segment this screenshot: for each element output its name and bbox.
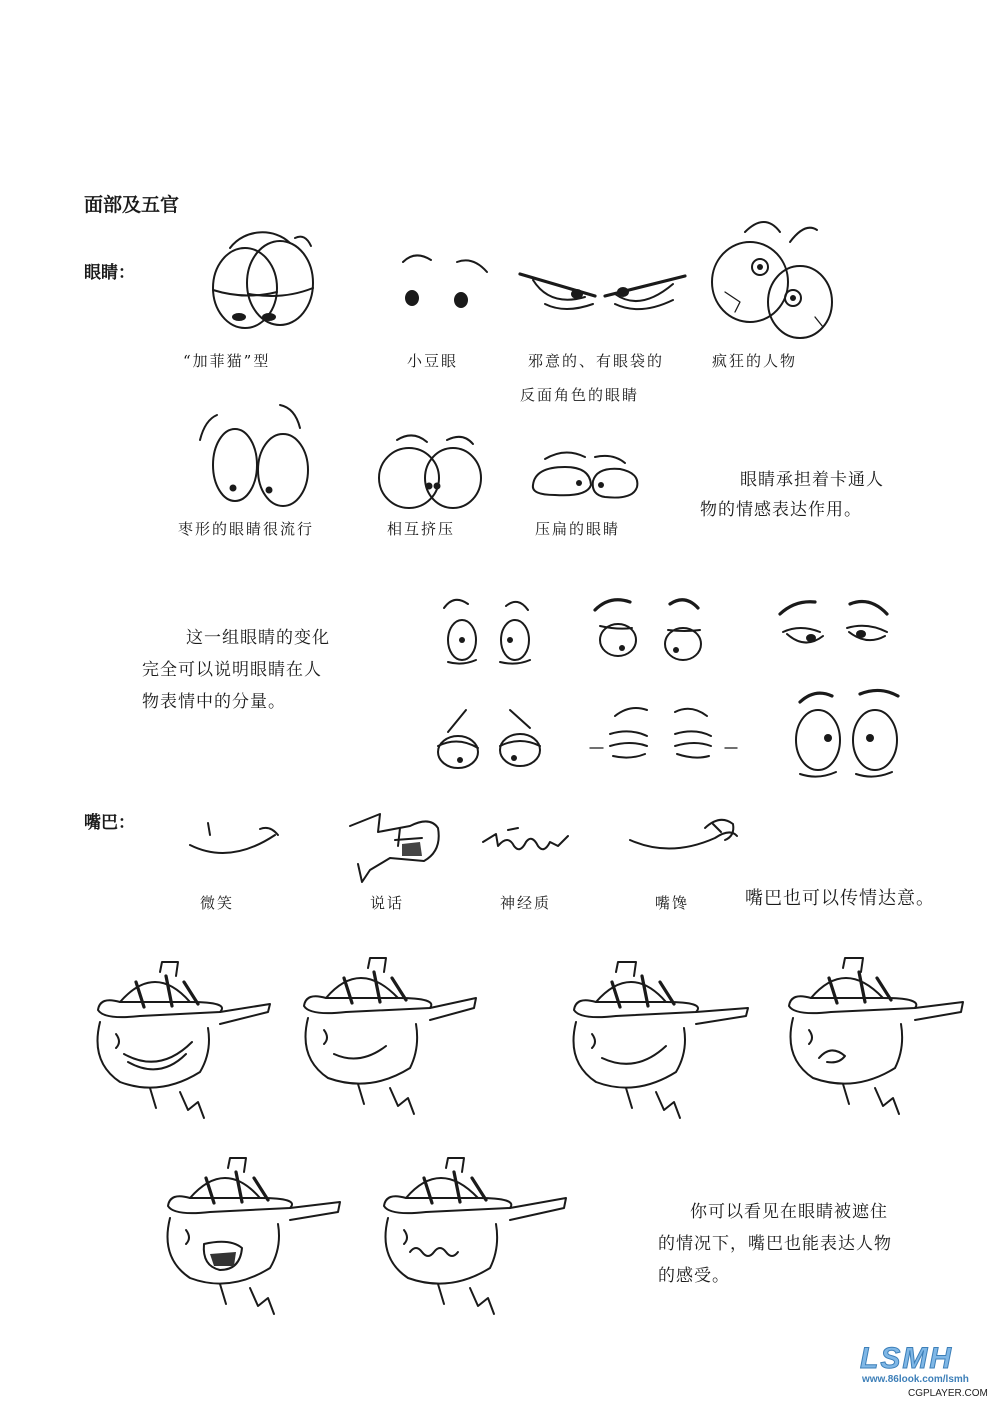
eye-variation-2 (590, 590, 705, 670)
eye-variation-5 (585, 700, 745, 770)
caption-crazy: 疯狂的人物 (712, 352, 798, 370)
watermark-url: www.86look.com/lsmh (862, 1374, 969, 1385)
caption-villain-line1: 邪意的、有眼袋的 (528, 352, 665, 370)
jujube-eyes-illustration (195, 400, 315, 510)
eyes-section-label: 眼睛： (84, 263, 135, 283)
cap-boy-face-2 (290, 958, 485, 1118)
cap-boy-face-1 (80, 962, 280, 1122)
footer-site: CGPLAYER.COM (908, 1388, 988, 1399)
page-title: 面部及五官 (84, 194, 180, 216)
eye-group-note-line1: 这一组眼睛的变化 (186, 628, 330, 648)
caption-villain-line2: 反面角色的眼睛 (520, 386, 640, 404)
eye-variation-6 (790, 682, 905, 782)
caption-squeezed: 相互挤压 (387, 520, 456, 538)
squeezed-eyes-illustration (375, 428, 490, 518)
caption-jujube: 枣形的眼睛很流行 (178, 520, 315, 538)
eye-group-note-line3: 物表情中的分量。 (142, 692, 286, 712)
caption-talk: 说话 (370, 894, 405, 912)
cap-boy-face-3 (556, 962, 756, 1122)
eye-note-line1: 眼睛承担着卡通人 (740, 470, 884, 490)
bottom-note-line3: 的感受。 (658, 1266, 730, 1286)
mouth-nervous-illustration (478, 824, 588, 864)
small-bean-eyes-illustration (395, 250, 495, 320)
flattened-eyes-illustration (525, 445, 645, 505)
mouth-section-label: 嘴巴： (84, 813, 135, 833)
crazy-eyes-illustration (705, 212, 840, 342)
cap-boy-face-6 (370, 1158, 570, 1318)
mouth-smile-illustration (180, 815, 290, 865)
cap-boy-face-5 (150, 1158, 350, 1318)
eye-note-line2: 物的情感表达作用。 (700, 500, 862, 520)
mouth-note: 嘴巴也可以传情达意。 (745, 888, 935, 909)
cap-boy-face-4 (775, 958, 975, 1118)
caption-garfield: “加菲猫”型 (183, 352, 271, 370)
watermark-logo: LSMH (860, 1342, 953, 1375)
caption-smile: 微笑 (200, 894, 235, 912)
eye-group-note-line2: 完全可以说明眼睛在人 (142, 660, 322, 680)
villain-eyes-illustration (515, 262, 695, 322)
eye-variation-4 (430, 700, 550, 780)
caption-nervous: 神经质 (500, 894, 552, 912)
eye-variation-3 (775, 592, 895, 662)
caption-flattened: 压扁的眼睛 (535, 520, 621, 538)
caption-greedy: 嘴馋 (655, 894, 690, 912)
mouth-greedy-illustration (625, 810, 745, 860)
mouth-talk-illustration (340, 806, 450, 886)
caption-small-bean: 小豆眼 (407, 352, 459, 370)
garfield-eyes-illustration (205, 228, 320, 338)
eye-variation-1 (440, 590, 540, 670)
bottom-note-line1: 你可以看见在眼睛被遮住 (690, 1202, 888, 1222)
bottom-note-line2: 的情况下，嘴巴也能表达人物 (658, 1234, 892, 1254)
